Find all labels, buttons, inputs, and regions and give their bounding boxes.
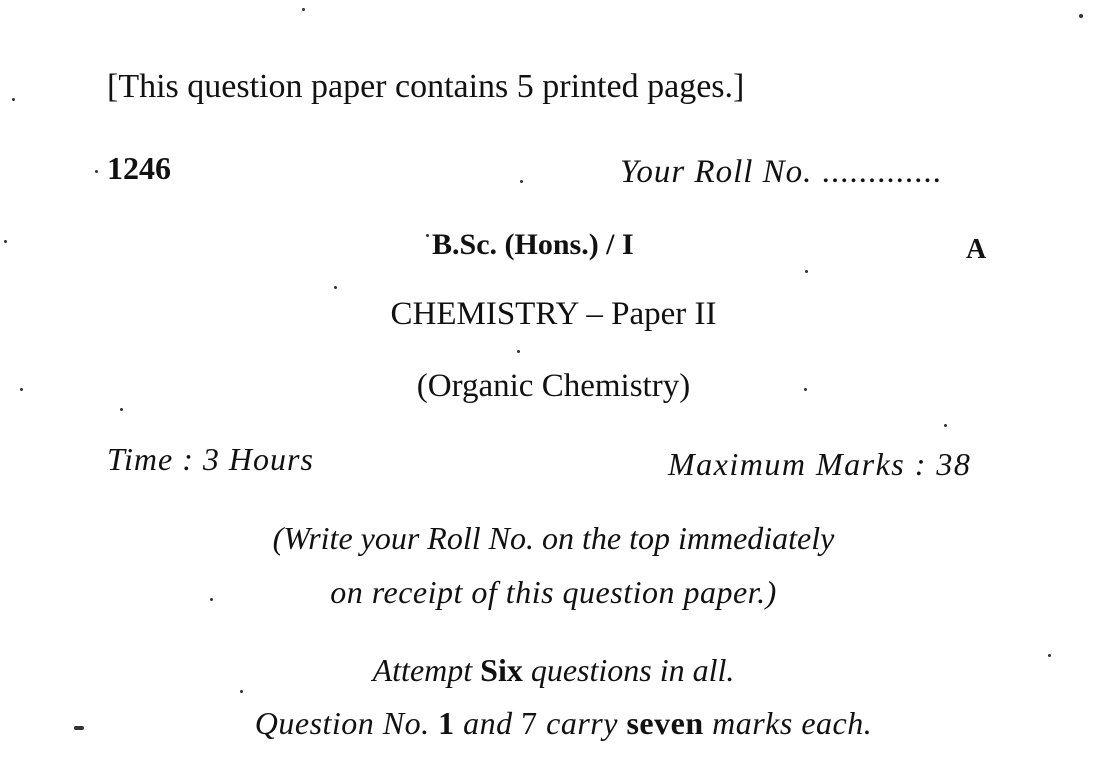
scan-speck: [426, 234, 429, 237]
scan-speck: [95, 170, 98, 173]
scan-speck: [4, 240, 7, 243]
scan-speck: [210, 598, 213, 601]
scan-speck: [944, 424, 947, 427]
exam-time: Time : 3 Hours: [107, 441, 314, 477]
marks-question-7: 7: [521, 705, 538, 741]
maximum-marks: Maximum Marks : 38: [668, 446, 972, 482]
subject-title: CHEMISTRY – Paper II: [390, 296, 717, 332]
marks-text-post: marks each.: [703, 705, 873, 741]
scan-speck: [12, 98, 15, 101]
paper-code: 1246: [107, 150, 171, 186]
roll-instruction-line-2: on receipt of this question paper.): [330, 574, 777, 610]
scan-speck: [804, 388, 807, 391]
attempt-count: Six: [480, 652, 523, 688]
scan-speck: [302, 8, 305, 11]
marks-text-and: and: [454, 705, 522, 741]
sub-title: (Organic Chemistry): [416, 368, 691, 404]
scan-speck: [120, 408, 123, 411]
roll-number-label: Your Roll No.: [620, 154, 813, 190]
scan-speck: [520, 180, 523, 183]
roll-number-blank: .............: [821, 154, 942, 190]
marks-question-1: 1: [438, 705, 455, 741]
attempt-instruction: [0, 654, 1107, 686]
course-title: B.Sc. (Hons.) / I: [432, 228, 634, 261]
set-letter: A: [966, 234, 987, 265]
marks-instruction: [0, 707, 1107, 739]
scan-speck: [240, 690, 243, 693]
scan-speck: [20, 388, 23, 391]
roll-instruction-line-1: (Write your Roll No. on the top immediately: [272, 520, 835, 556]
marks-text-carry: carry: [537, 705, 627, 741]
roll-number-field: [620, 156, 942, 189]
scan-speck: [517, 350, 520, 353]
marks-text-pre: Question No.: [254, 705, 439, 741]
scan-speck: [334, 286, 337, 289]
scan-speck: [1079, 14, 1083, 18]
attempt-text-pre: Attempt: [372, 652, 481, 688]
scan-speck: [74, 726, 84, 730]
marks-value: seven: [626, 705, 704, 741]
scan-speck: [805, 270, 808, 273]
attempt-text-post: questions in all.: [522, 652, 735, 688]
scan-speck: [1048, 654, 1051, 657]
page-count-note: [This question paper contains 5 printed pages.]: [107, 68, 745, 105]
